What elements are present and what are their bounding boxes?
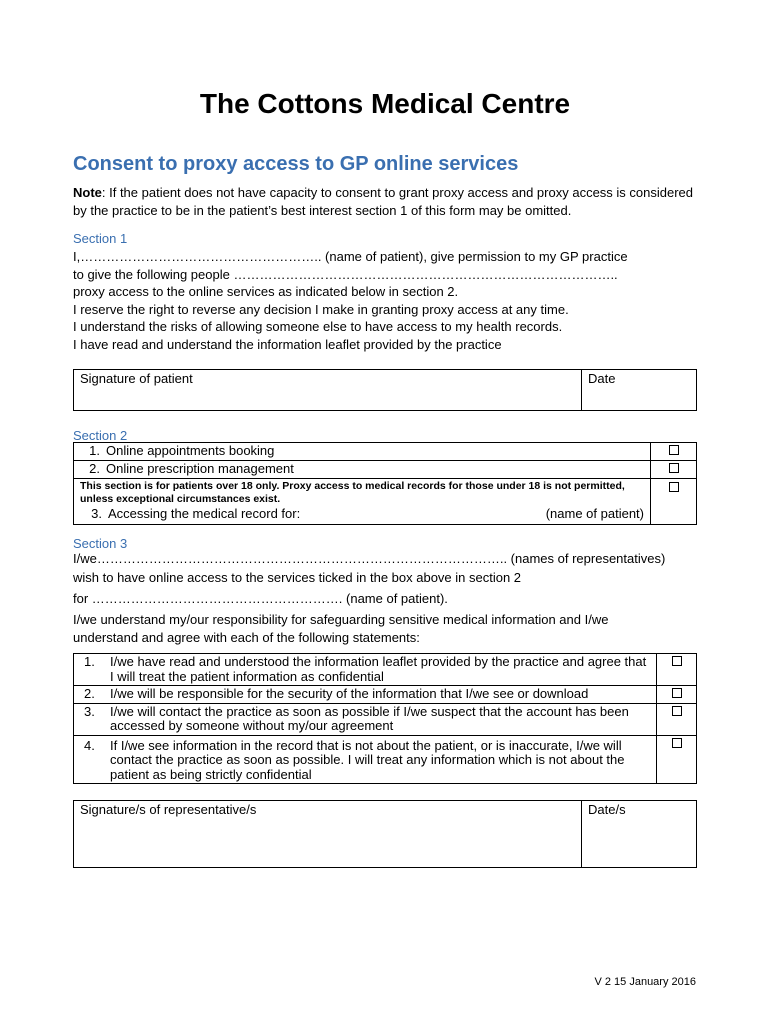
note-paragraph	[73, 184, 703, 219]
note-label: Note	[73, 185, 102, 200]
representative-signature-table	[73, 800, 697, 868]
statement-checkbox-cell[interactable]	[657, 703, 697, 735]
representative-date-label: Date/s	[588, 802, 626, 817]
statement-checkbox-cell[interactable]	[657, 654, 697, 686]
section1-line: I understand the risks of allowing someone else to have access to my health records.	[73, 319, 563, 334]
statement-number: 3.	[84, 703, 95, 719]
section1-line: I have read and understand the information leaflet provided by the practice	[73, 336, 502, 352]
service-number: 1.	[89, 443, 100, 458]
form-subtitle: Consent to proxy access to GP online services	[73, 153, 519, 175]
patient-name-suffix: (name of patient)	[545, 506, 644, 521]
representative-date-field[interactable]	[582, 801, 697, 868]
section1-line: to give the following people ……………………………………………………………………………..	[73, 266, 618, 282]
service-checkbox-cell[interactable]	[651, 461, 697, 479]
age-restriction-notice: This section is for patients over 18 only. Proxy access to medical records for those under 18 is not permitted, unless exceptional circumstances exist.	[80, 480, 625, 505]
patient-date-field[interactable]	[582, 370, 697, 411]
version-footer: V 2 15 January 2016	[594, 976, 696, 988]
patient-name-line: for …………………………………………………. (name of patient).	[73, 591, 448, 606]
section1-heading: Section 1	[73, 231, 128, 246]
service-checkbox-cell[interactable]	[651, 479, 697, 525]
section3-heading: Section 3	[73, 536, 128, 551]
representative-signature-field[interactable]	[74, 801, 582, 868]
service-label: Accessing the medical record for:	[108, 506, 301, 521]
statement-checkbox[interactable]	[672, 688, 682, 698]
statement-row	[74, 703, 657, 735]
service-number: 3.	[91, 506, 102, 521]
representatives-line: I/we………………………………………………………………………………….. (names of representatives)	[73, 551, 666, 566]
online-access-line: wish to have online access to the services ticked in the box above in section 2	[73, 570, 522, 585]
patient-signature-label: Signature of patient	[80, 371, 193, 386]
section1-text	[73, 248, 713, 353]
patient-signature-table	[73, 369, 697, 411]
appointments-checkbox[interactable]	[669, 445, 679, 455]
patient-date-label: Date	[588, 371, 616, 386]
representative-signature-label: Signature/s of representative/s	[80, 802, 257, 817]
responsibility-paragraph: I/we understand my/our responsibility for safeguarding sensitive medical information and I/we understand and agree with each of the following statements:	[73, 612, 609, 645]
service-checkbox-cell[interactable]	[651, 443, 697, 461]
statement-row	[74, 686, 657, 704]
statement-checkbox[interactable]	[672, 656, 682, 666]
section1-line: I,……………………………………………….. (name of patient), give permission to my GP practice	[73, 249, 628, 264]
statement-number: 1.	[84, 654, 95, 669]
statement-number: 4.	[84, 737, 95, 753]
medical-record-row	[74, 479, 651, 525]
service-label: Online appointments booking	[106, 443, 275, 458]
section2-heading: Section 2	[73, 428, 128, 443]
page-title: The Cottons Medical Centre	[199, 88, 571, 119]
statement-checkbox[interactable]	[672, 706, 682, 716]
statement-checkbox-cell[interactable]	[657, 686, 697, 704]
statement-text: I/we will be responsible for the security of the information that I/we see or download	[110, 686, 589, 701]
section1-line: proxy access to the online services as indicated below in section 2.	[73, 284, 459, 299]
service-label: Online prescription management	[106, 461, 294, 476]
section1-line: I reserve the right to reverse any decision I make in granting proxy access at any time.	[73, 301, 569, 317]
service-row	[74, 461, 651, 479]
statement-checkbox-cell[interactable]	[657, 735, 697, 784]
service-number: 2.	[89, 461, 100, 476]
statement-row	[74, 654, 657, 686]
medical-record-checkbox[interactable]	[669, 482, 679, 492]
statements-table	[73, 653, 697, 784]
services-table	[73, 442, 697, 525]
prescriptions-checkbox[interactable]	[669, 463, 679, 473]
medical-record-line	[80, 506, 644, 522]
statement-text: I/we have read and understood the information leaflet provided by the practice and agree that I will treat the patient information as confidential	[110, 654, 647, 684]
statement-checkbox[interactable]	[672, 738, 682, 748]
patient-signature-field[interactable]	[74, 370, 582, 411]
note-text: : If the patient does not have capacity to consent to grant proxy access and proxy access is considered by the practice to be in the patient’s best interest section 1 of this form may be omitted.	[73, 185, 694, 218]
statement-number: 2.	[84, 686, 95, 701]
statement-row	[74, 735, 657, 784]
statement-text: If I/we see information in the record that is not about the patient, or is inaccurate, I/we will contact the practice as soon as possible. I will treat any information which is not about the patient as being strictly confidential	[110, 737, 625, 782]
statement-text: I/we will contact the practice as soon as possible if I/we suspect that the account has been accessed by someone without my/our agreement	[110, 703, 629, 733]
service-row	[74, 443, 651, 461]
